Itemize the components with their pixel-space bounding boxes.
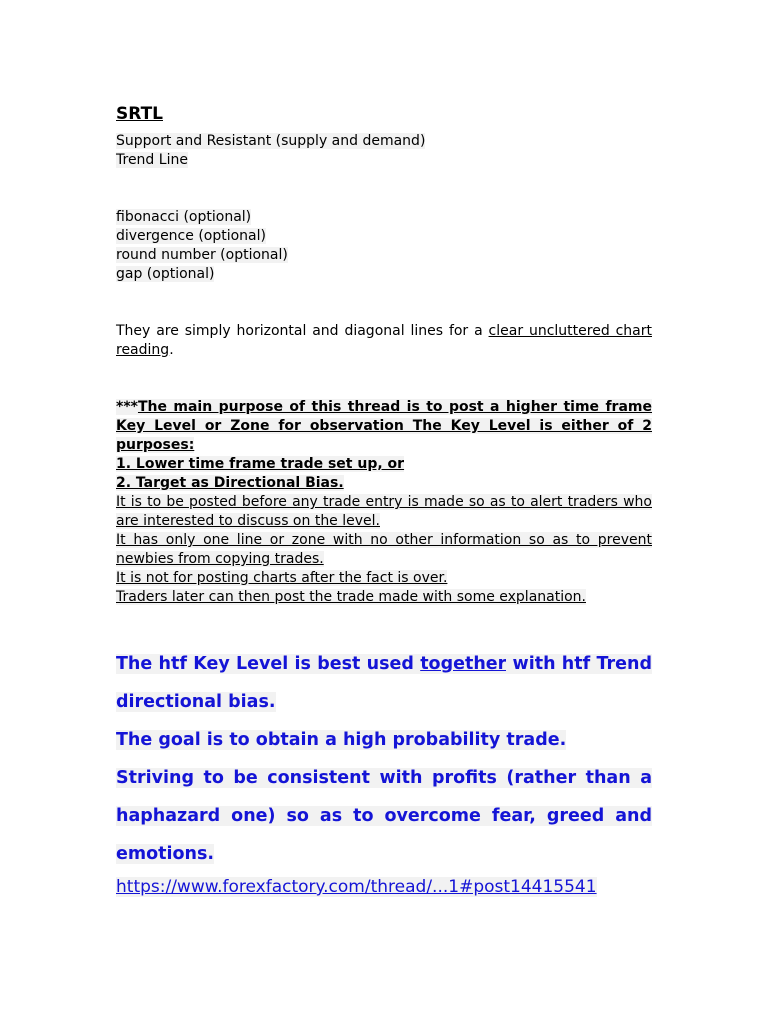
- blue-paragraph-3: Striving to be consistent with profits (rather than a haphazard one) so as to overcome fear, greed and emotions.: [116, 768, 652, 864]
- optional-item: gap (optional): [116, 266, 215, 282]
- description-underlined-phrase: clear uncluttered chart reading: [116, 323, 652, 358]
- optional-item: divergence (optional): [116, 228, 266, 244]
- rule-item: It has only one line or zone with no other information so as to prevent newbies from copying trades.: [116, 532, 652, 567]
- document-title: SRTL: [116, 104, 163, 124]
- intro-line-1: Support and Resistant (supply and demand): [116, 133, 426, 149]
- intro-line-2: Trend Line: [116, 152, 188, 168]
- forexfactory-link[interactable]: https://www.forexfactory.com/thread/...1#post14415541: [116, 877, 597, 897]
- together-underlined: together: [420, 654, 507, 674]
- purpose-item-2: 2. Target as Directional Bias.: [116, 475, 344, 491]
- purpose-paragraph: ***The main purpose of this thread is to post a higher time frame Key Level or Zone for observation The Key Level is either of 2 purposes:: [116, 399, 652, 453]
- blue-paragraph-1: The htf Key Level is best used together with htf Trend directional bias.: [116, 654, 652, 712]
- document-page: [116, 102, 652, 899]
- rule-item: It is to be posted before any trade entry is made so as to alert traders who are interested to discuss on the level.: [116, 494, 652, 529]
- description-paragraph: They are simply horizontal and diagonal lines for a clear uncluttered chart reading.: [116, 323, 652, 358]
- optional-item: fibonacci (optional): [116, 209, 252, 225]
- purpose-item-1: 1. Lower time frame trade set up, or: [116, 456, 405, 472]
- rule-item: It is not for posting charts after the fact is over.: [116, 570, 448, 586]
- blue-paragraph-2: The goal is to obtain a high probability trade.: [116, 730, 567, 750]
- optional-item: round number (optional): [116, 247, 288, 263]
- rule-item: Traders later can then post the trade made with some explanation.: [116, 589, 586, 605]
- highlight-section: [116, 645, 652, 899]
